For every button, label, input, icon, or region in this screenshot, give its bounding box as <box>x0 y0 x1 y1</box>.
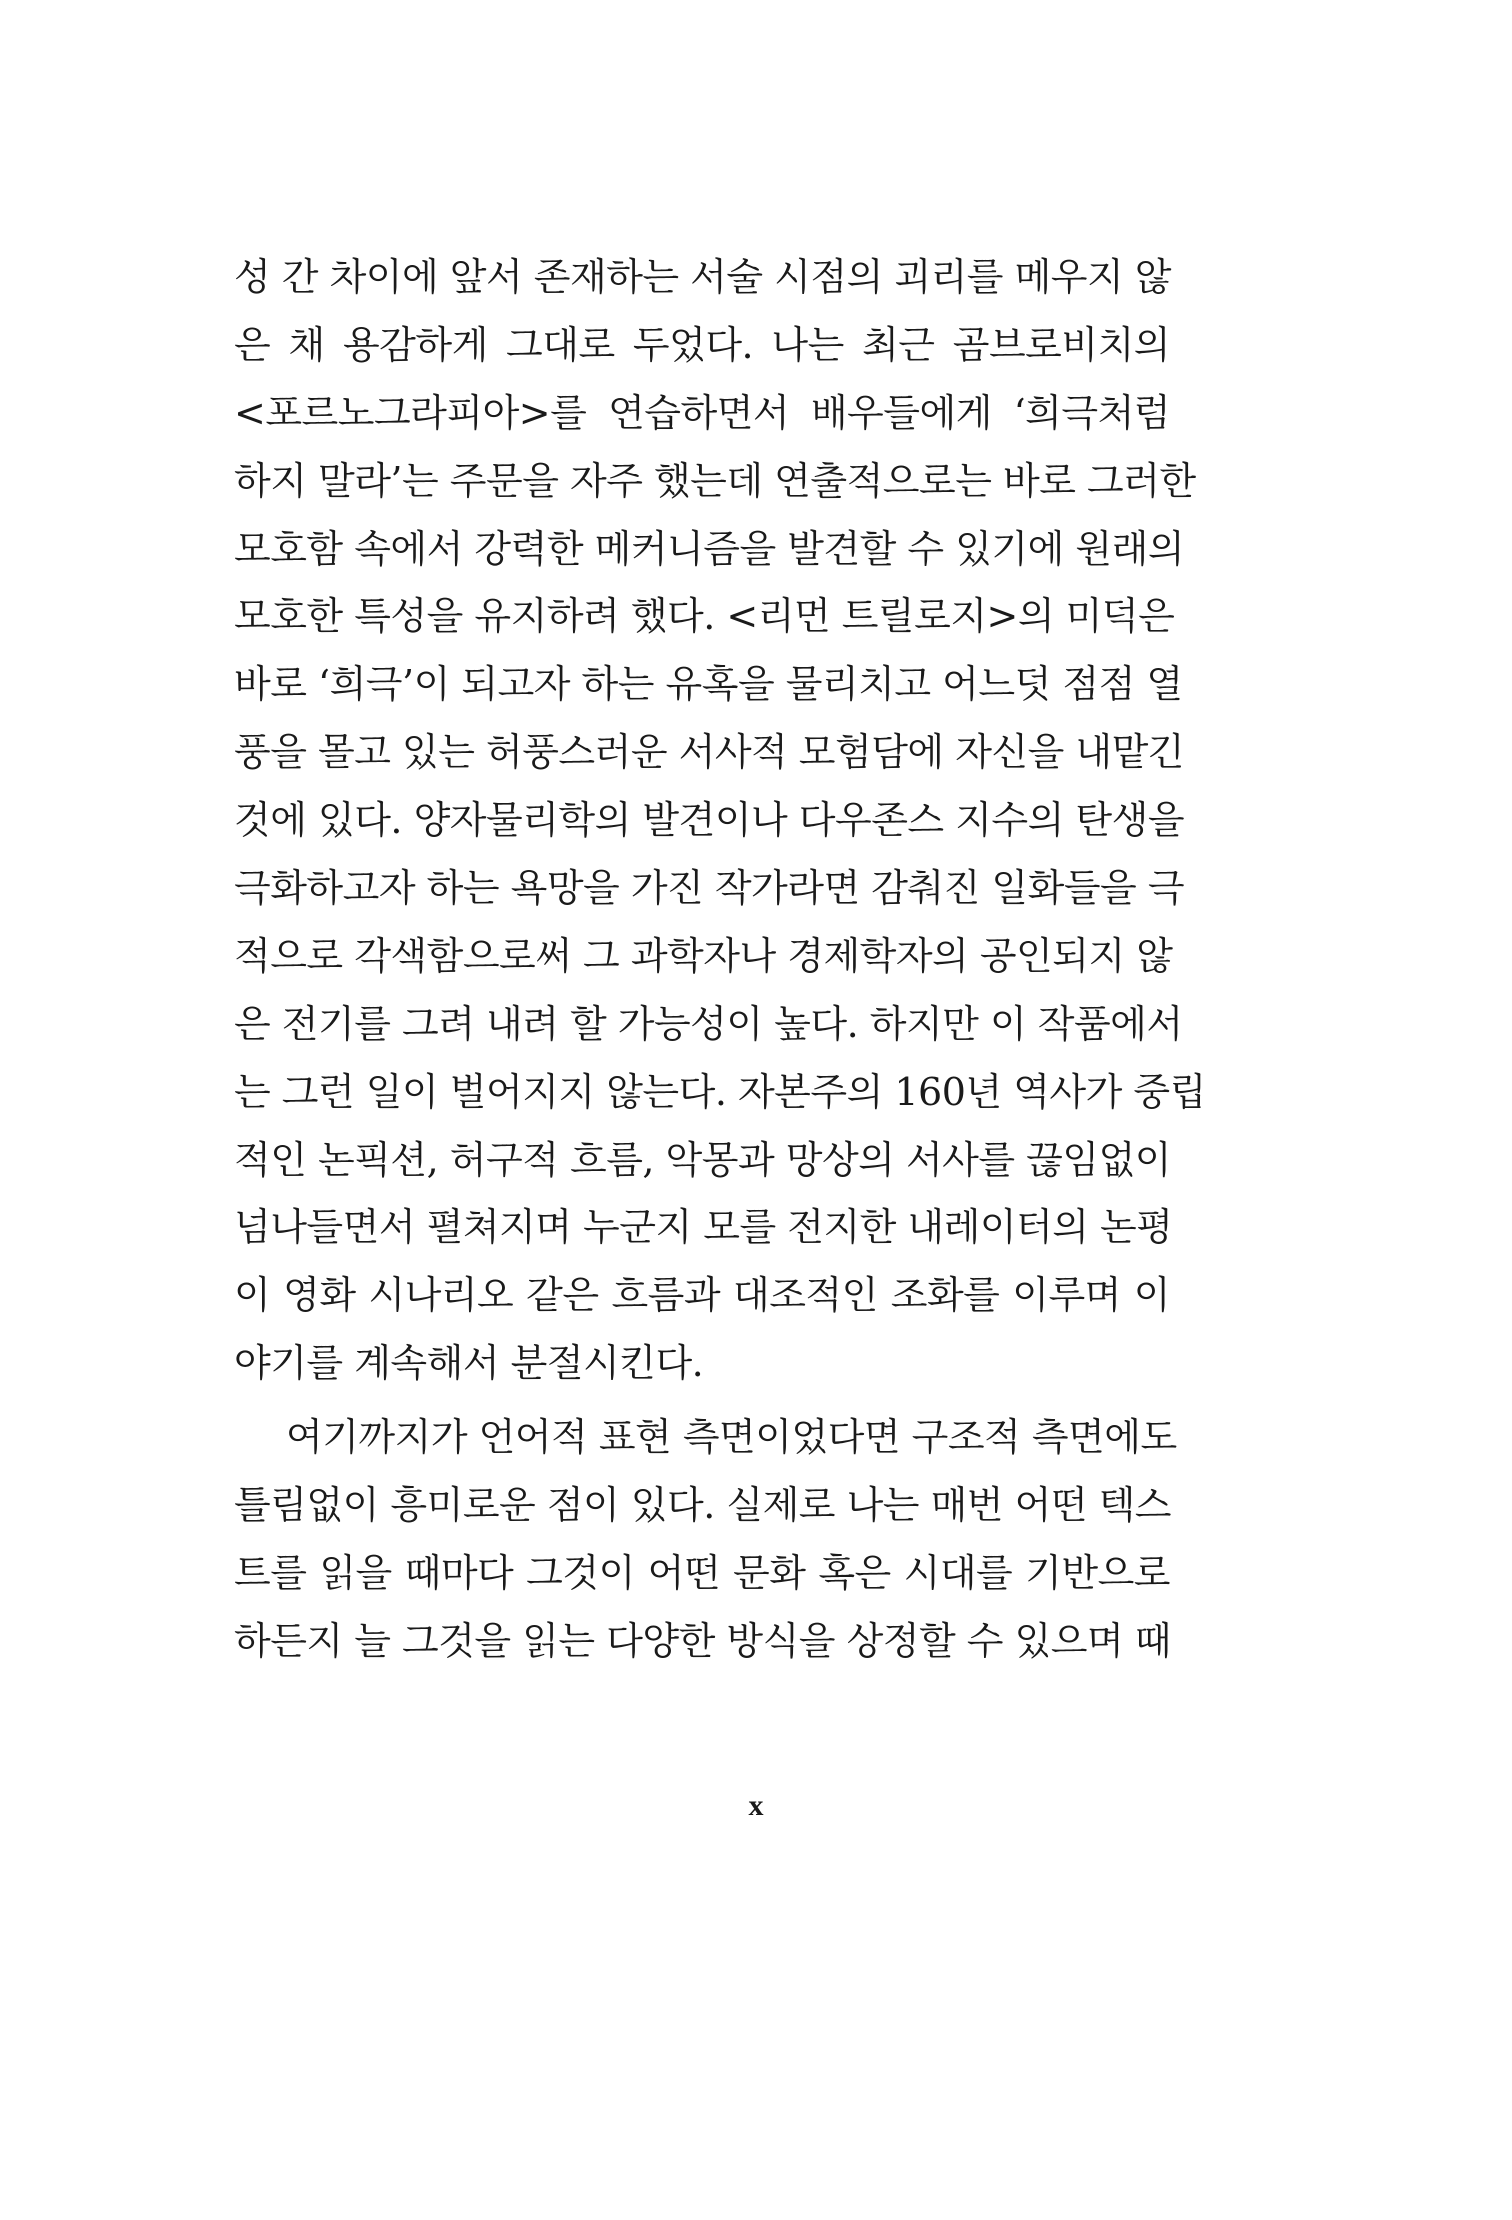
text-line: 적인 논픽션, 허구적 흐름, 악몽과 망상의 서사를 끊임없이 <box>234 1137 1171 1182</box>
text-line: 모호함 속에서 강력한 메커니즘을 발견할 수 있기에 원래의 <box>234 526 1185 571</box>
text-line: 하든지 늘 그것을 읽는 다양한 방식을 상정할 수 있으며 때 <box>234 1618 1171 1663</box>
text-line: 은 전기를 그려 내려 할 가능성이 높다. 하지만 이 작품에서 <box>234 1001 1183 1046</box>
page-number: x <box>748 1789 764 1822</box>
text-line: 모호한 특성을 유지하려 했다. <리먼 트릴로지>의 미덕은 <box>234 594 1175 639</box>
text-line: 틀림없이 흥미로운 점이 있다. 실제로 나는 매번 어떤 텍스 <box>234 1483 1171 1528</box>
text-line: 여기까지가 언어적 표현 측면이었다면 구조적 측면에도 <box>286 1415 1177 1460</box>
text-line: <포르노그라피아>를 연습하면서 배우들에게 ‘희극처럼 <box>234 390 1170 435</box>
body-text <box>234 244 1206 1676</box>
text-line: 이 영화 시나리오 같은 흐름과 대조적인 조화를 이루며 이 <box>234 1273 1170 1318</box>
paragraph-2 <box>234 1404 1177 1676</box>
text-line: 트를 읽을 때마다 그것이 어떤 문화 혹은 시대를 기반으로 <box>234 1550 1170 1595</box>
text-line: 풍을 몰고 있는 허풍스러운 서사적 모험담에 자신을 내맡긴 <box>234 730 1185 775</box>
paragraph-1 <box>234 244 1206 1398</box>
text-line: 은 채 용감하게 그대로 두었다. 나는 최근 곰브로비치의 <box>234 322 1170 367</box>
text-line: 넘나들면서 펼쳐지며 누군지 모를 전지한 내레이터의 논평 <box>234 1205 1173 1250</box>
text-line: 성 간 차이에 앞서 존재하는 서술 시점의 괴리를 메우지 않 <box>234 255 1171 299</box>
text-line: 적으로 각색함으로써 그 과학자나 경제학자의 공인되지 않 <box>234 933 1173 978</box>
text-line: 바로 ‘희극’이 되고자 하는 유혹을 물리치고 어느덧 점점 열 <box>234 662 1183 707</box>
text-line: 극화하고자 하는 욕망을 가진 작가라면 감춰진 일화들을 극 <box>234 866 1185 911</box>
text-line: 하지 말라’는 주문을 자주 했는데 연출적으로는 바로 그러한 <box>234 458 1196 503</box>
text-line: 것에 있다. 양자물리학의 발견이나 다우존스 지수의 탄생을 <box>234 798 1185 843</box>
text-line: 야기를 계속해서 분절시킨다. <box>234 1341 704 1386</box>
text-line: 는 그런 일이 벌어지지 않는다. 자본주의 160년 역사가 중립 <box>234 1069 1206 1114</box>
